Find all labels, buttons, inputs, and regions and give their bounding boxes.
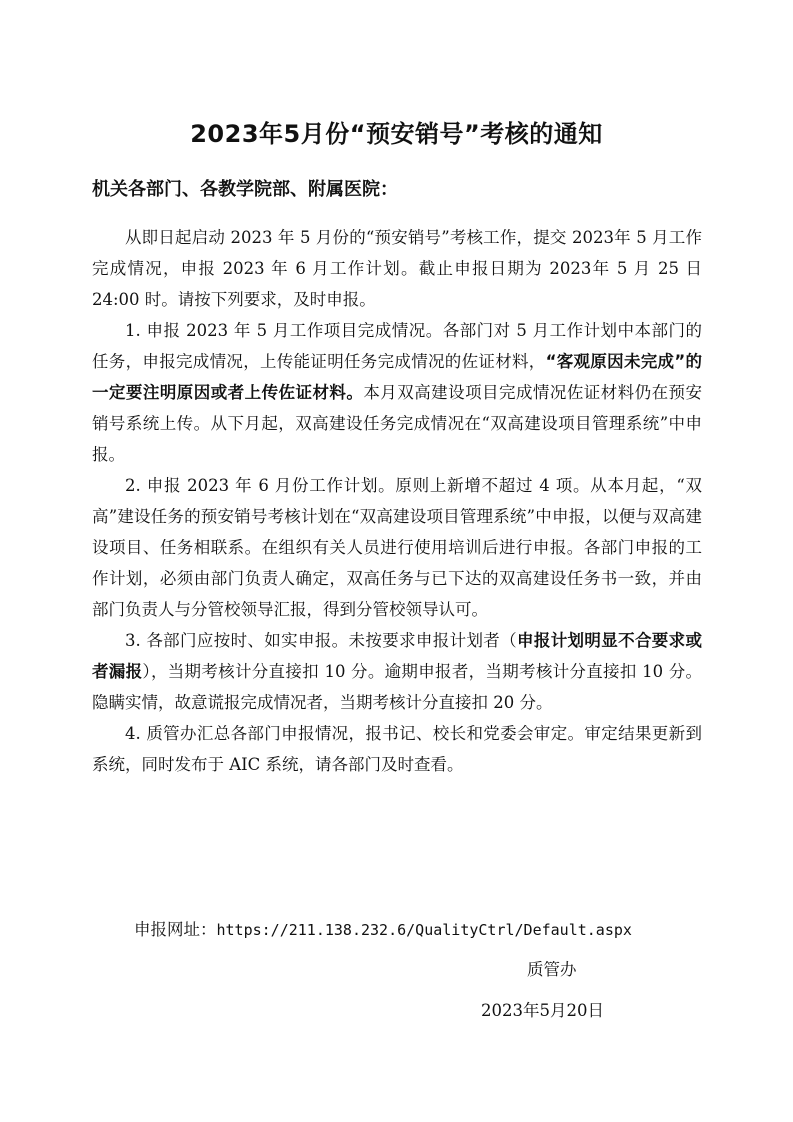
salutation: 机关各部门、各教学院部、附属医院： (92, 179, 398, 200)
item-1-paragraph (92, 315, 702, 470)
item-2-paragraph: 2. 申报 2023 年 6 月份工作计划。原则上新增不超过 4 项。从本月起，“双高”建设任务的预安销号考核计划在“双高建设项目管理系统”中申报，以便与双高建设项目、任务相联系。在组织有关人员进行使用培训后进行申报。各部门申报的工作计划，必须由部门负责人确定，双高任务与已下达的双高建设任务书一致，并由部门负责人与分管校领导汇报，得到分管校领导认可。 (92, 476, 702, 619)
intro-paragraph: 从即日起启动 2023 年 5 月份的“预安销号”考核工作，提交 2023年 5 月工作完成情况，申报 2023 年 6 月工作计划。截止申报日期为 2023年 5 月 25 日 24:00 时。请按下列要求，及时申报。 (92, 228, 702, 309)
item-3-text-a: 3. 各部门应按时、如实申报。未按要求申报计划者（ (125, 631, 518, 650)
issue-date: 2023年5月20日 (481, 1001, 604, 1020)
item-3-text-b: ），当期考核计分直接扣 10 分。逾期申报者，当期考核计分直接扣 10 分。隐瞒实情，故意谎报完成情况者，当期考核计分直接扣 20 分。 (92, 662, 702, 712)
page-title: 2023年5月份“预安销号”考核的通知 (190, 120, 603, 148)
url-label: 申报网址： (134, 920, 217, 939)
item-3-paragraph (92, 625, 702, 718)
notice-body (92, 222, 702, 780)
signature: 质管办 (527, 960, 577, 979)
item-1-text-b: 本月双高建设项目完成情况佐证材料仍在预安销号系统上传。从下月起，双高建设任务完成情况在“双高建设项目管理系统”中申报。 (92, 383, 703, 464)
item-3-bold-text: 申报计划明显不合要求或者漏报 (92, 631, 703, 681)
submission-url[interactable]: https://211.138.232.6/QualityCtrl/Default.aspx (216, 921, 632, 939)
item-4-paragraph: 4. 质管办汇总各部门申报情况，报书记、校长和党委会审定。审定结果更新到系统，同时发布于 AIC 系统，请各部门及时查看。 (92, 724, 702, 774)
item-1-text-a: 1. 申报 2023 年 5 月工作项目完成情况。各部门对 5 月工作计划中本部门的任务，申报完成情况，上传能证明任务完成情况的佐证材料， (92, 321, 702, 371)
submission-url-line (134, 916, 632, 944)
item-1-bold-text: “客观原因未完成”的一定要注明原因或者上传佐证材料。 (92, 352, 702, 402)
